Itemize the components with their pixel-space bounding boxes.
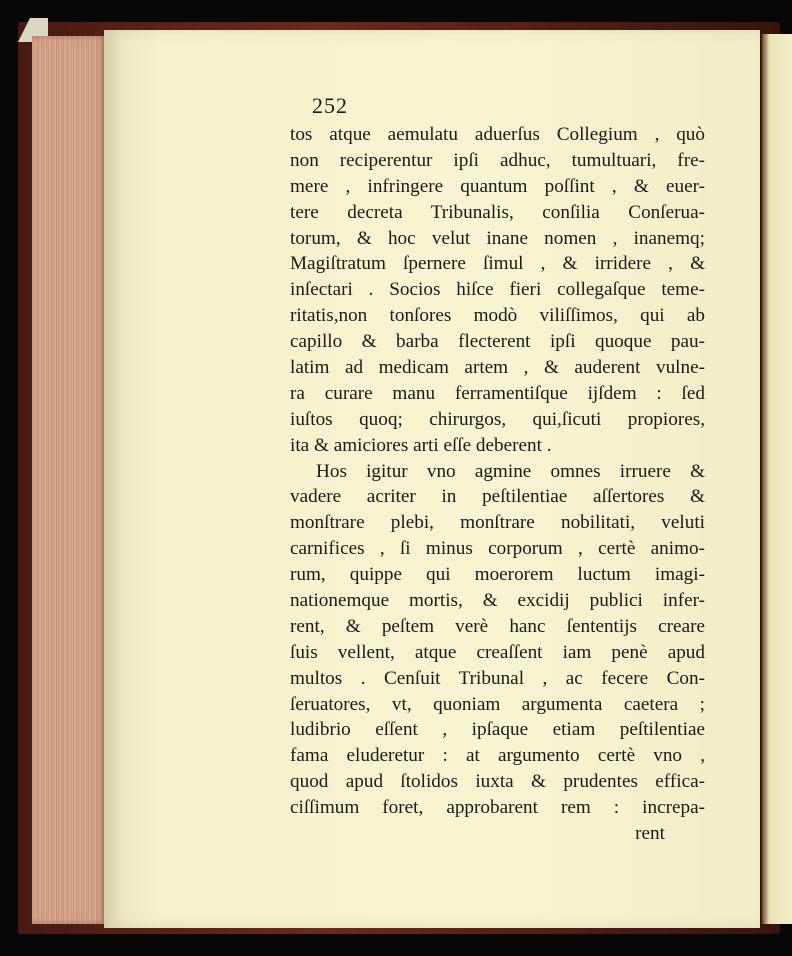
text-line: ciſſimum foret, approbarent rem : increpa-	[290, 797, 705, 819]
text-block	[290, 92, 705, 847]
page-number: 252	[312, 93, 348, 118]
text-line: ita & amiciores arti eſſe deberent .	[290, 434, 552, 456]
catchword: rent	[635, 823, 665, 845]
text-line: rent, & peſtem verè hanc ſententijs creare	[290, 615, 705, 637]
text-line: ſuis vellent, atque creaſſent iam penè apud	[290, 641, 705, 663]
text-line: mere , infringere quantum poſſint , & euer-	[290, 175, 705, 197]
text-line: ſeruatores, vt, quoniam argumenta caetera ;	[290, 693, 705, 715]
text-line: carnifices , ſi minus corporum , certè animo-	[290, 538, 705, 560]
text-line: ra curare manu ferramentiſque ijſdem : ſed	[290, 382, 705, 404]
text-line: rum, quippe qui moerorem luctum imagi-	[290, 564, 705, 586]
text-line: monſtrare plebi, monſtrare nobilitati, veluti	[290, 512, 705, 534]
text-line: ritatis,non tonſores modò viliſſimos, qui ab	[290, 305, 705, 327]
text-line: nationemque mortis, & excidij publici infer-	[290, 590, 705, 612]
text-line: inſectari . Socios hiſce fieri collegaſque teme-	[290, 279, 705, 301]
text-line: iuſtos quoq; chirurgos, qui,ſicuti propiores,	[290, 408, 705, 430]
page-edges	[32, 36, 106, 924]
text-line: tere decreta Tribunalis, conſilia Conſerua-	[290, 201, 705, 223]
text-line: Hos igitur vno agmine omnes irruere &	[316, 460, 705, 482]
text-line: torum, & hoc velut inane nomen , inanemq;	[290, 227, 705, 249]
text-line: tos atque aemulatu aduerſus Collegium , quò	[290, 124, 705, 145]
text-line: quod apud ſtolidos iuxta & prudentes effica-	[290, 771, 705, 793]
text-line: latim ad medicam artem , & auderent vulne-	[290, 357, 705, 379]
text-line: ludibrio eſſent , ipſaque etiam peſtilentiae	[290, 719, 705, 741]
text-line: non reciperentur ipſi adhuc, tumultuari, fre-	[290, 149, 705, 171]
text-line: fama eluderetur : at argumento certè vno ,	[290, 745, 705, 767]
text-line: multos . Cenſuit Tribunal , ac fecere Con-	[290, 667, 705, 689]
text-line: capillo & barba flecterent ipſi quoque pau-	[290, 331, 705, 353]
facing-page-edge	[762, 34, 792, 924]
text-line: vadere acriter in peſtilentiae aſſertores &	[290, 486, 705, 508]
text-line: Magiſtratum ſpernere ſimul , & irridere , &	[290, 253, 705, 275]
